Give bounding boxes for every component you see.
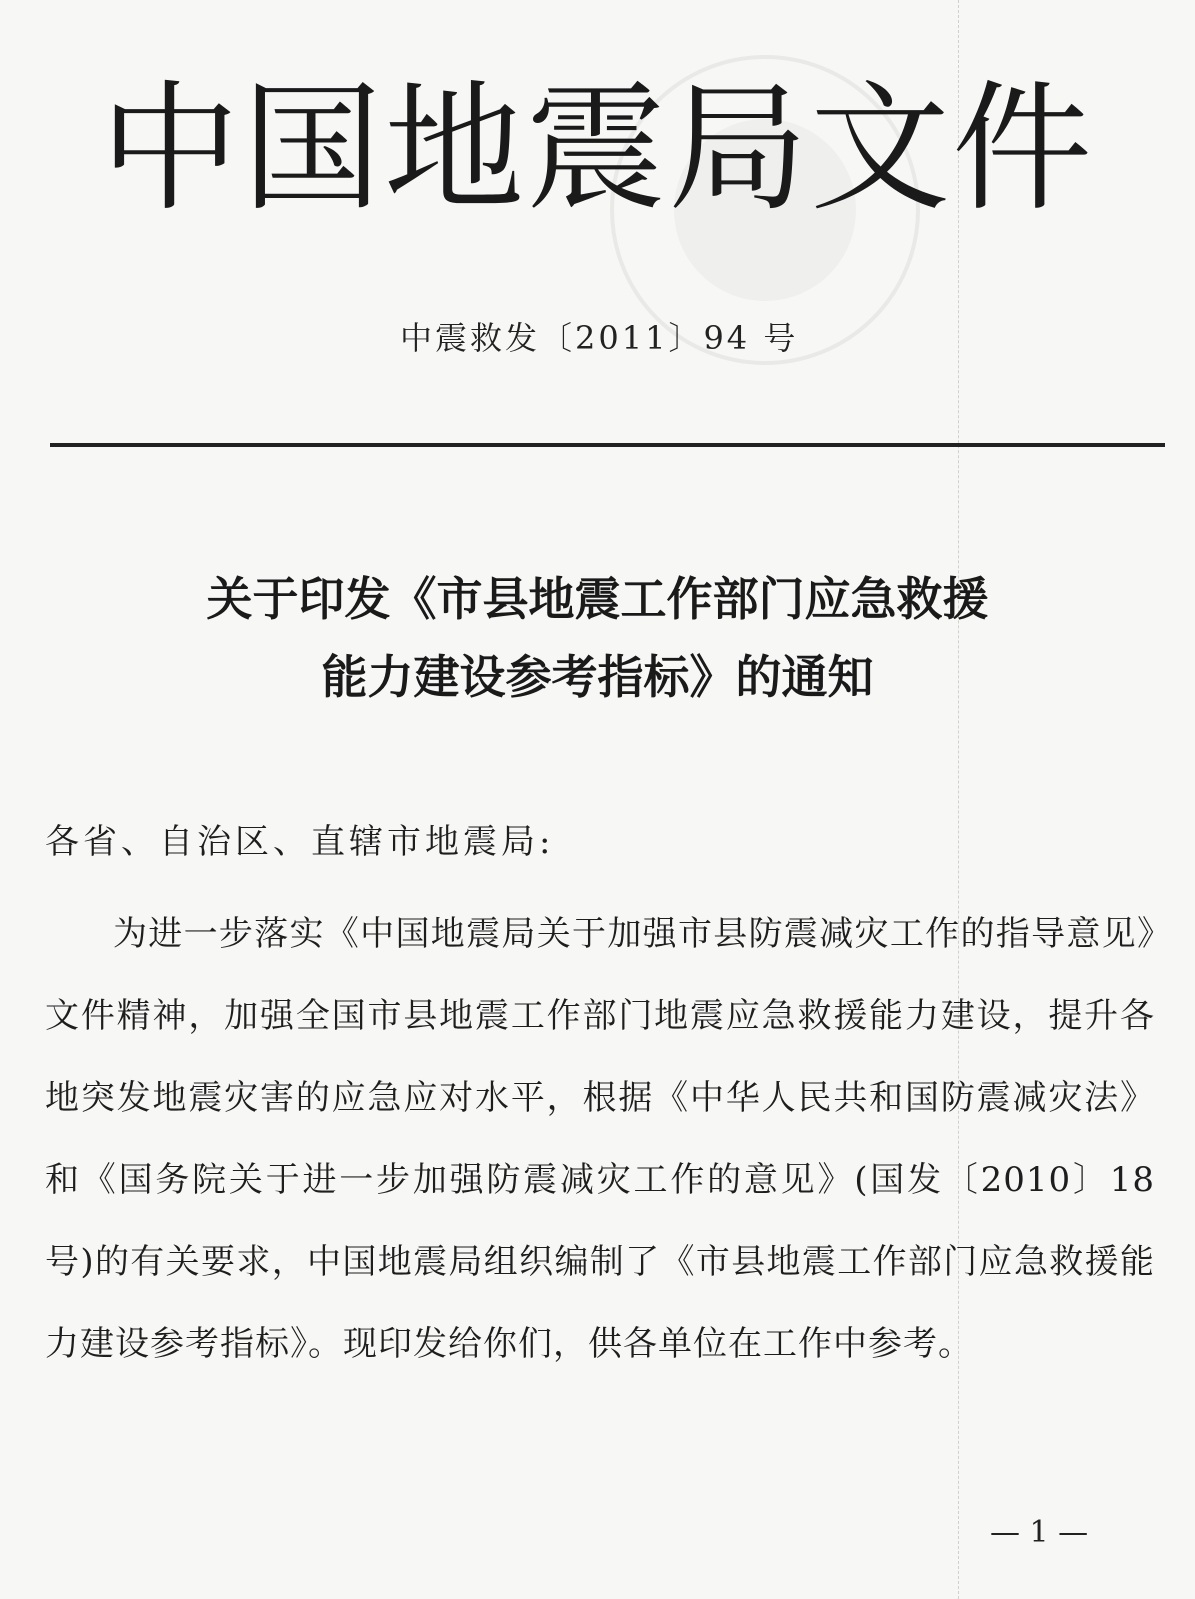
notice-title-line-2: 能力建设参考指标》的通知 [321,650,874,704]
body-paragraph: 为进一步落实《中国地震局关于加强市县防震减灾工作的指导意见》文件精神，加强全国市县地震工作部门地震应急救援能力建设，提升各地突发地震灾害的应急应对水平，根据《中华人民共和国防震减灾法》和《国务院关于进一步加强防震减灾工作的意见》(国发〔2010〕18 号)的有关要求，中国地震局组织编制了《市县地震工作部门应急救援能力建设参考指标》。现印发给你们，供各单位在工作中参考。 [45,914,1155,1364]
issuer-header-title: 中国地震局文件 [100,68,1095,231]
document-number: 中震救发〔2011〕94 号 [400,319,799,357]
addressee-line: 各省、自治区、直辖市地震局: [45,822,555,862]
header-divider-rule [50,443,1165,447]
notice-title-line-1: 关于印发《市县地震工作部门应急救援 [206,572,989,626]
notice-body [45,893,1155,1385]
notice-title [0,560,1195,716]
page-number: — 1 — [990,1515,1089,1550]
